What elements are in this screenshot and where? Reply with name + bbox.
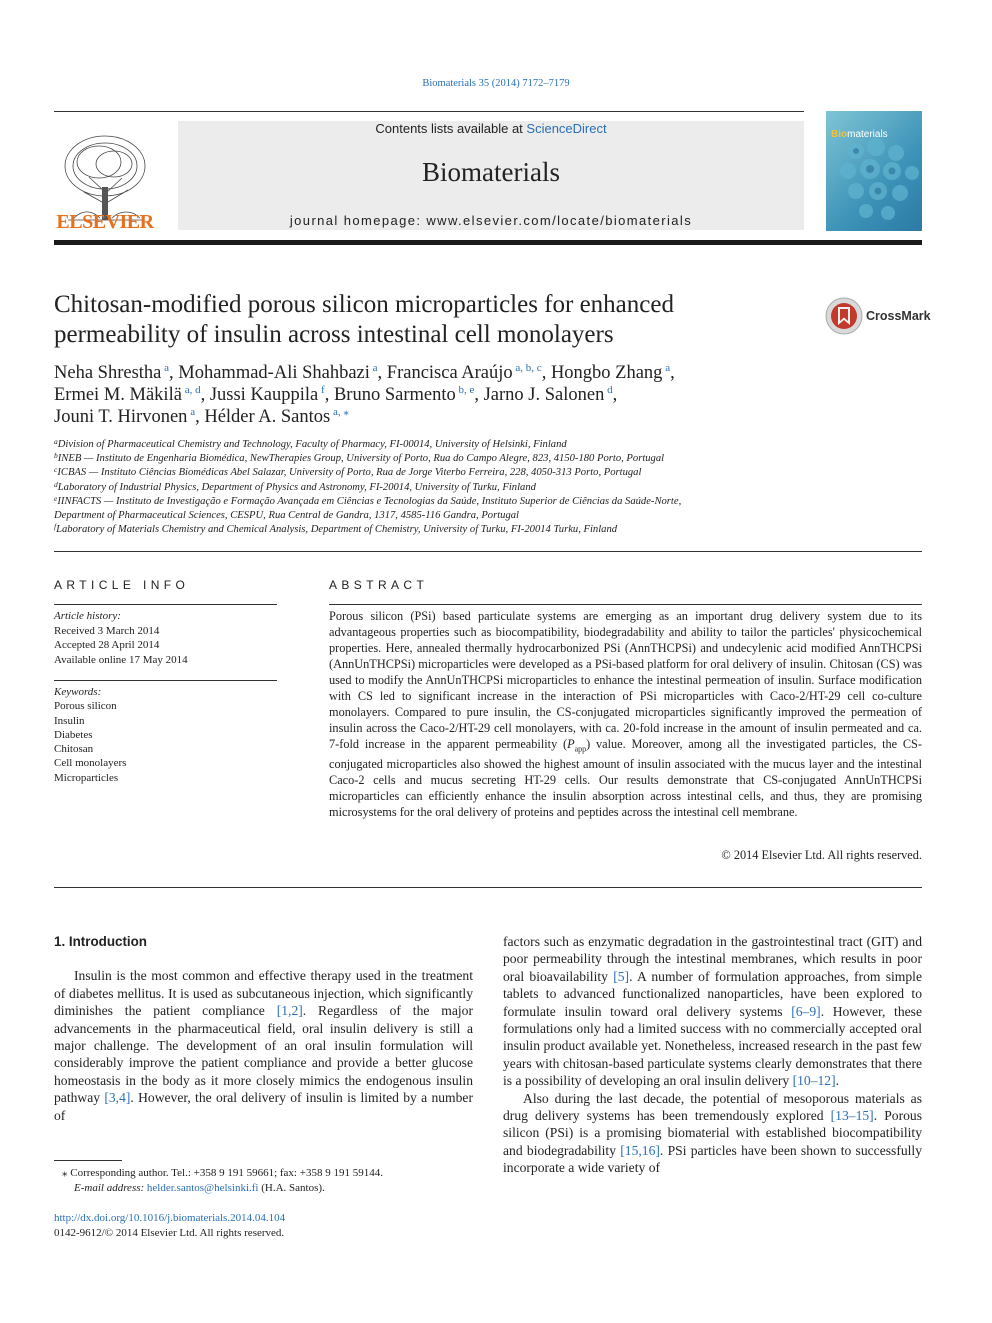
author-separator: ,: [541, 363, 547, 383]
papp-symbol: P: [567, 736, 575, 751]
article-title: Chitosan-modified porous silicon microparticles for enhanced permeability of insulin across intestinal cell monolayers: [54, 291, 674, 348]
affiliation-key: f: [54, 522, 57, 532]
history-label: Article history:: [54, 610, 121, 622]
affiliation-text: IINFACTS — Instituto de Investigação e Formação Avançada em Ciências e Tecnologias da Saúde, Instituto Superior de Ciências da Saúde-Norte,: [57, 495, 682, 507]
author-affiliation-marker[interactable]: a, b, c: [512, 362, 542, 374]
citation-link[interactable]: [15,16]: [620, 1142, 660, 1158]
author-line: [54, 362, 924, 384]
author-separator: ,: [195, 407, 200, 427]
affiliation-text: ICBAS — Instituto Ciências Biomédicas Abel Salazar, University of Porto, Rua de Jorge Viterbo Ferreira, 228, 4050-313 Porto, Portugal: [57, 467, 642, 479]
author-name[interactable]: Jussi Kauppila: [209, 385, 319, 405]
history-item: Accepted 28 April 2014: [54, 639, 160, 651]
keyword-items: [54, 699, 277, 785]
affiliation-item: [54, 509, 922, 523]
affiliation-text: Laboratory of Materials Chemistry and Chemical Analysis, Department of Chemistry, University of Turku, FI-20014 Turku, Finland: [56, 524, 618, 536]
body-text: . However, the oral delivery of insulin is limited by a number of: [54, 1090, 473, 1123]
section-rule-bottom: [54, 887, 922, 888]
author-separator: ,: [200, 385, 206, 405]
author-separator: ,: [377, 363, 383, 383]
author-affiliation-marker[interactable]: a, ⁎: [330, 406, 349, 418]
citation-link[interactable]: [13–15]: [830, 1108, 874, 1124]
section-rule: [54, 551, 922, 552]
article-info-heading: ARTICLE INFO: [54, 578, 190, 592]
author-name[interactable]: Bruno Sarmento: [333, 385, 456, 405]
affiliation-item: [54, 495, 922, 509]
citation-link[interactable]: [5]: [613, 968, 630, 984]
author-affiliation-marker[interactable]: a: [369, 362, 378, 374]
author-name[interactable]: Mohammad-Ali Shahbazi: [178, 363, 370, 383]
affiliation-text: Department of Pharmaceutical Sciences, CESPU, Rua Central de Gandra, 1317, 4585-116 Gandra, Portugal: [54, 510, 519, 522]
author-affiliation-marker[interactable]: a: [187, 406, 196, 418]
keywords-label: Keywords:: [54, 686, 102, 698]
author-name[interactable]: Ermei M. Mäkilä: [54, 385, 182, 405]
history-item: Available online 17 May 2014: [54, 653, 188, 666]
author-name[interactable]: Hélder A. Santos: [204, 407, 331, 427]
intro-paragraph-1: [54, 967, 473, 1124]
body-left-column: [54, 933, 473, 1124]
author-separator: ,: [474, 385, 479, 405]
intro-paragraph-2: [503, 1090, 922, 1177]
body-text: . Porous silicon (PSi) is a promising biomaterial with established biocompatibility and biodegradability: [503, 1108, 922, 1158]
author-affiliation-marker[interactable]: a: [662, 362, 671, 374]
body-text: . However, these formulations only had a limited success with no commercially accepted oral insulin product available yet. Nonetheless, increased research in the past few years with chitosan-based particulate systems clearly demonstrates that there is a possibility of developing an oral insulin delivery: [503, 1003, 922, 1089]
body-right-column: [503, 933, 922, 1177]
citation-link[interactable]: [3,4]: [104, 1090, 131, 1106]
author-line: [54, 406, 924, 428]
elsevier-wordmark: ELSEVIER: [56, 211, 154, 233]
header-rule: [54, 111, 804, 112]
author-list: [54, 362, 924, 428]
issn-line: 0142-9612/© 2014 Elsevier Ltd. All rights reserved.: [54, 1227, 285, 1239]
abstract-text: [329, 609, 922, 821]
journal-homepage[interactable]: journal homepage: www.elsevier.com/locate/biomaterials: [289, 213, 693, 228]
history-items: [54, 624, 277, 668]
affiliation-key: b: [54, 451, 58, 461]
abstract-part-2: ) value. Moreover, among all the investigated particles, the CS-conjugated microparticles also showed the highest amount of insulin associated with the mucus layer and the intestinal Caco-2 cells and mucus secreting HT-29 cells. Our results demonstrate that CS-conjugated AnnUnTHCPSi microparticles can efficiently enhance the insulin absorption across intestinal cells, and thus, they are promising microsystems for the oral delivery of proteins and peptides across the intestinal cell membrane.: [329, 736, 922, 819]
contents-line: [178, 121, 804, 136]
article-info-rule: [54, 604, 277, 605]
affiliation-text: INEB — Instituto de Engenharia Biomédica, NewTherapies Group, University of Porto, Rua do Campo Alegre, 823, 4150-180 Porto, Portugal: [57, 453, 665, 465]
keyword-item: Insulin: [54, 714, 85, 727]
papp-subscript: app: [574, 744, 587, 754]
body-text: . A number of formulation approaches, from simple tablets to advanced functionalized nanoparticles, have been explored to formulate insulin toward oral delivery systems: [503, 968, 922, 1019]
body-text: . Regardless of the major advancements in the pharmaceutical field, oral insulin delivery is still a major challenge. The development of an oral insulin formulation will considerably improve the patient compliance and provide a better glucose homeostasis in the body as it more closely mimics the endogenous insulin pathway: [54, 1003, 473, 1106]
affiliation-item: [54, 481, 922, 495]
citation-link[interactable]: [1,2]: [276, 1003, 303, 1019]
abstract-rule: [329, 604, 922, 605]
affiliation-list: [54, 438, 922, 537]
cover-title: [831, 129, 888, 140]
intro-paragraph-1-continued: [503, 933, 922, 1090]
author-separator: ,: [324, 385, 330, 405]
body-text: . PSi particles have been shown to successfully incorporate a wide variety of: [503, 1142, 922, 1176]
cover-title-suffix: materials: [847, 129, 888, 140]
abstract-part-1: Porous silicon (PSi) based particulate systems are emerging as an important drug delivery system due to its advantageous properties such as biocompatibility, biodegradability and ability to tailor the particles' physicochemical properties. Here, annealed thermally hydrocarbonized PSi (AnnTHCPSi) and undecylenic acid modified AnnTHCPSi (AnnUnTHCPSi) microparticles were developed as a PSi-based platform for oral delivery of insulin. Chitosan (CS) was used to modify the AnnUnTHCPSi microparticles to enhance the intestinal permeation of insulin. Surface modification with CS led to significant increase in the interaction of PSi microparticles with Caco-2/HT-29 cell co-culture monolayers. Compared to pure insulin, the CS-conjugated microparticles significantly improved the permeation of insulin across the Caco-2/HT-29 cell monolayers, with ca. 20-fold increase in the amount of insulin permeated and ca. 7-fold increase in the apparent permeability (: [329, 609, 922, 751]
author-affiliation-marker[interactable]: f: [318, 384, 325, 396]
contents-prefix: Contents lists available at: [375, 121, 527, 136]
citation-link[interactable]: Biomaterials 35 (2014) 7172–7179: [422, 78, 570, 89]
keyword-item: Diabetes: [54, 728, 93, 741]
author-affiliation-marker[interactable]: b, e: [455, 384, 475, 396]
affiliation-item: [54, 452, 922, 466]
citation-link[interactable]: [6–9]: [791, 1003, 821, 1019]
author-name[interactable]: Francisca Araújo: [386, 363, 513, 383]
crossmark-label[interactable]: CrossMark: [866, 309, 931, 323]
sciencedirect-link[interactable]: ScienceDirect: [526, 121, 607, 136]
crossmark-icon[interactable]: [825, 297, 863, 335]
affiliation-item: [54, 466, 922, 480]
article-history: [54, 609, 277, 667]
affiliation-key: a: [54, 437, 58, 446]
author-affiliation-marker[interactable]: a, d: [181, 384, 201, 396]
keyword-item: Porous silicon: [54, 700, 117, 713]
corresponding-author-footnote: [54, 1166, 473, 1196]
author-affiliation-marker[interactable]: d: [604, 384, 613, 396]
keywords-rule: [54, 680, 277, 681]
doi-link[interactable]: http://dx.doi.org/10.1016/j.biomaterials.2014.04.104: [54, 1212, 286, 1224]
author-name[interactable]: Neha Shrestha: [54, 363, 162, 383]
footnote-rule: [54, 1160, 122, 1161]
affiliation-text: Laboratory of Industrial Physics, Department of Physics and Astronomy, FI-20014, University of Turku, Finland: [57, 481, 536, 493]
header-thick-rule: [54, 240, 922, 245]
author-separator: ,: [670, 363, 675, 383]
author-separator: ,: [169, 363, 174, 383]
footnote-email-line: [54, 1181, 473, 1196]
affiliation-key: c: [54, 465, 58, 475]
cover-title-prefix: Bio: [831, 129, 848, 140]
author-separator: ,: [612, 385, 618, 405]
email-label: E-mail address:: [74, 1182, 147, 1194]
footnote-contact: ⁎ Corresponding author. Tel.: +358 9 191 59661; fax: +358 9 191 59144.: [62, 1167, 383, 1179]
author-affiliation-marker[interactable]: a: [161, 362, 170, 374]
body-text: .: [835, 1073, 840, 1089]
journal-name: Biomaterials: [422, 157, 560, 187]
author-line: [54, 384, 924, 406]
keywords-block: [54, 685, 277, 785]
keyword-item: Chitosan: [54, 743, 94, 756]
journal-cover-image: [826, 111, 922, 231]
body-text: Insulin is the most common and effective therapy used in the treatment of diabetes mellitus. It is used as subcutaneous injection, which significantly diminishes the patient compliance: [54, 968, 473, 1019]
email-link[interactable]: helder.santos@helsinki.fi: [146, 1182, 259, 1194]
introduction-heading: 1. Introduction: [54, 934, 147, 949]
abstract-heading: ABSTRACT: [329, 578, 429, 592]
affiliation-item: [54, 438, 922, 452]
affiliation-key: d: [54, 479, 58, 489]
affiliation-text: Division of Pharmaceutical Chemistry and Technology, Faculty of Pharmacy, FI-00014, University of Helsinki, Finland: [57, 439, 567, 450]
citation-link[interactable]: [10–12]: [792, 1073, 836, 1089]
body-text: Also during the last decade, the potential of mesoporous materials as drug delivery systems has been tremendously explored: [503, 1090, 922, 1124]
copyright-notice: © 2014 Elsevier Ltd. All rights reserved.: [721, 848, 922, 862]
keyword-item: Cell monolayers: [54, 757, 127, 770]
history-item: Received 3 March 2014: [54, 624, 160, 637]
affiliation-key: e: [54, 493, 58, 503]
author-name[interactable]: Hongbo Zhang: [550, 363, 663, 383]
author-name[interactable]: Jarno J. Salonen: [483, 385, 605, 405]
body-text: factors such as enzymatic degradation in the gastrointestinal tract (GIT) and poor permeability through the intestinal membranes, which results in poor oral bioavailability: [503, 934, 922, 984]
email-suffix: (H.A. Santos).: [258, 1182, 325, 1194]
affiliation-item: [54, 523, 922, 537]
author-name[interactable]: Jouni T. Hirvonen: [54, 407, 188, 427]
keyword-item: Microparticles: [54, 771, 119, 784]
